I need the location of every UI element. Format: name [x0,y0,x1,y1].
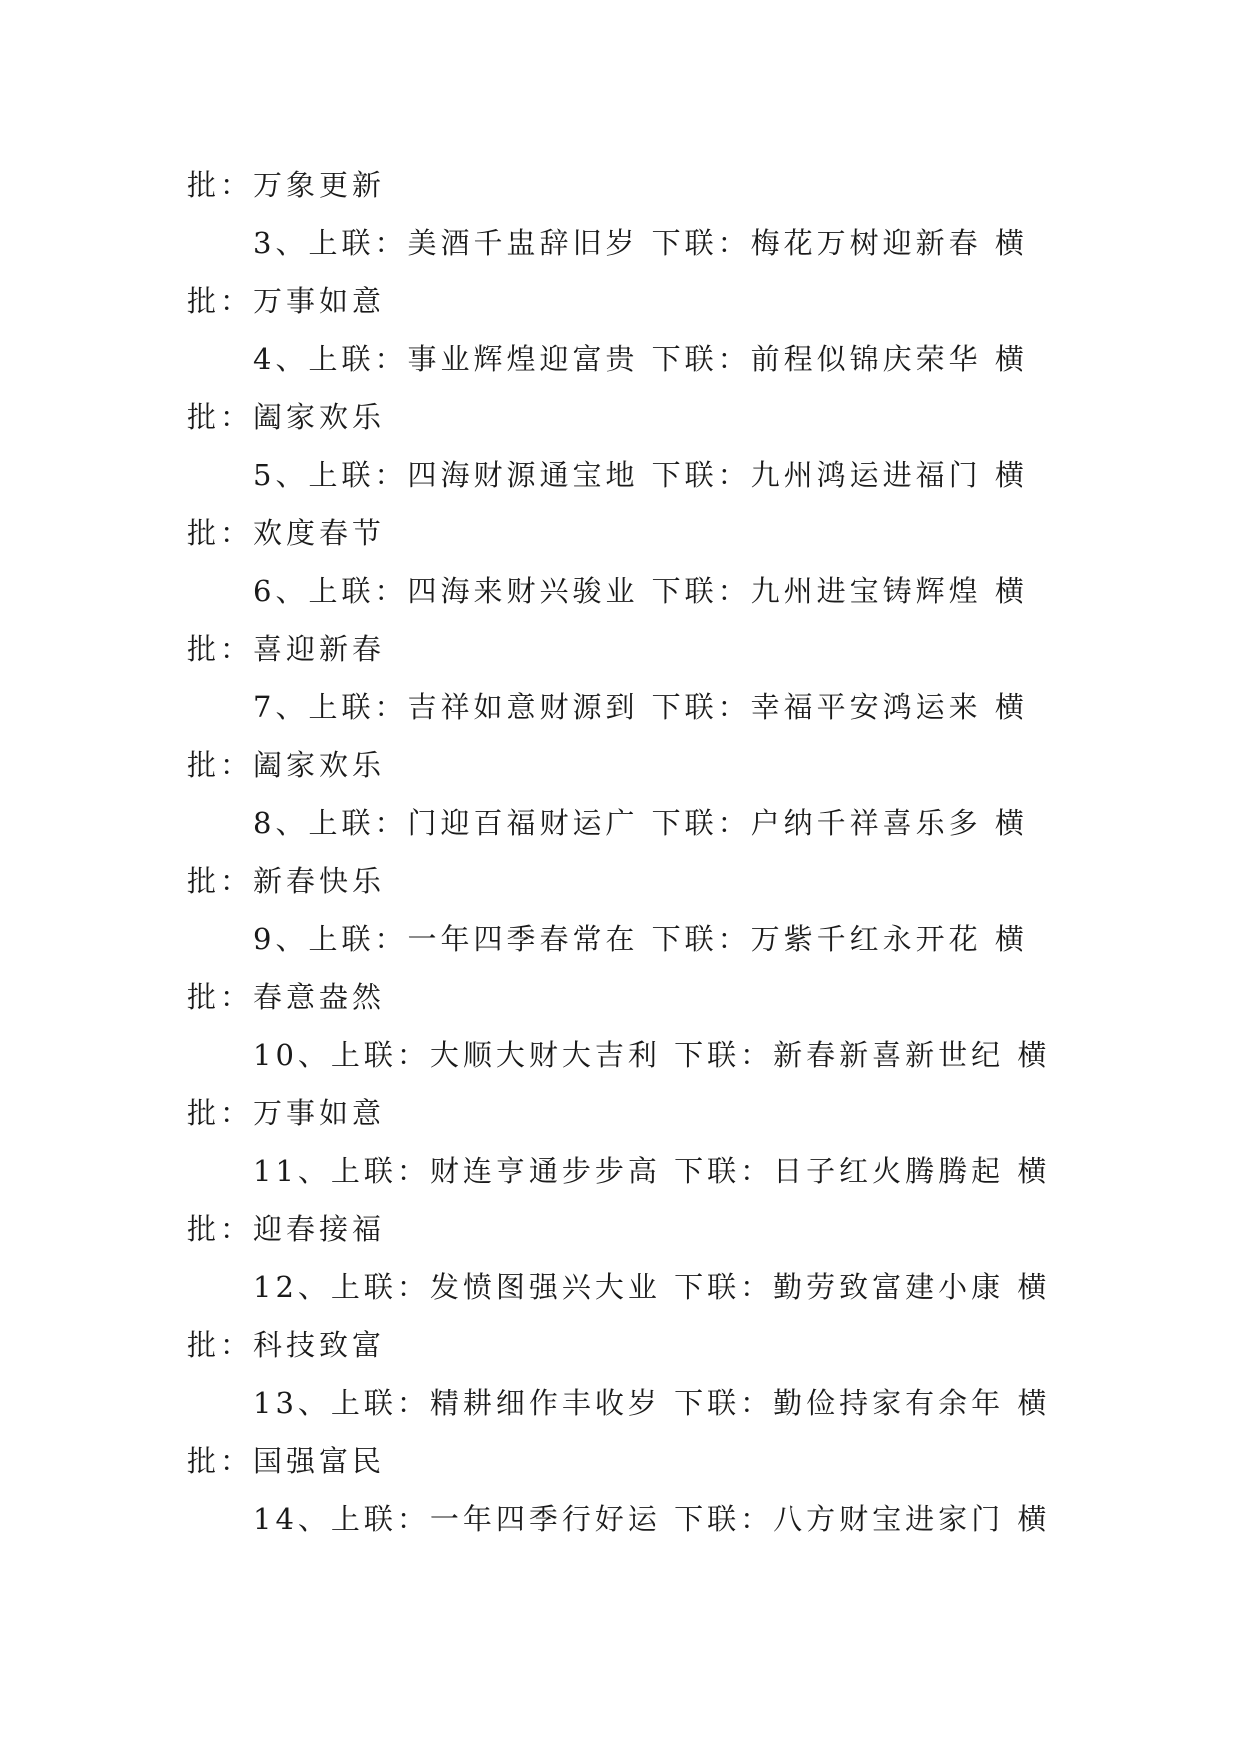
couplet-heng-pi-line: 批：国强富民 [187,1444,386,1478]
couplet-entry-line: 9、上联：一年四季春常在 下联：万紫千红永开花 横 [253,922,1028,956]
couplet-entry-line: 7、上联：吉祥如意财源到 下联：幸福平安鸿运来 横 [253,690,1028,724]
couplet-heng-pi-line: 批：新春快乐 [187,864,386,898]
couplet-heng-pi-line: 批：迎春接福 [187,1212,386,1246]
couplet-entry-line: 4、上联：事业辉煌迎富贵 下联：前程似锦庆荣华 横 [253,342,1028,376]
couplet-heng-pi-line: 批：春意盎然 [187,980,386,1014]
couplet-heng-pi-line: 批：阖家欢乐 [187,748,386,782]
couplet-entry-line: 6、上联：四海来财兴骏业 下联：九州进宝铸辉煌 横 [253,574,1028,608]
couplet-heng-pi-line: 批：阖家欢乐 [187,400,386,434]
couplet-entry-line: 12、上联：发愤图强兴大业 下联：勤劳致富建小康 横 [253,1270,1051,1304]
couplet-entry-line: 3、上联：美酒千盅辞旧岁 下联：梅花万树迎新春 横 [253,226,1028,260]
couplet-heng-pi-line: 批：万事如意 [187,1096,386,1130]
couplet-entry-line: 10、上联：大顺大财大吉利 下联：新春新喜新世纪 横 [253,1038,1051,1072]
couplet-heng-pi-line: 批：科技致富 [187,1328,386,1362]
couplet-heng-pi-line: 批：万象更新 [187,168,386,202]
couplet-list [187,156,1057,1548]
couplet-entry-line: 5、上联：四海财源通宝地 下联：九州鸿运进福门 横 [253,458,1028,492]
couplet-heng-pi-line: 批：万事如意 [187,284,386,318]
couplet-entry-line: 8、上联：门迎百福财运广 下联：户纳千祥喜乐多 横 [253,806,1028,840]
couplet-entry-line: 14、上联：一年四季行好运 下联：八方财宝进家门 横 [253,1502,1051,1536]
couplet-entry-line: 13、上联：精耕细作丰收岁 下联：勤俭持家有余年 横 [253,1386,1051,1420]
couplet-heng-pi-line: 批：欢度春节 [187,516,386,550]
couplet-heng-pi-line: 批：喜迎新春 [187,632,386,666]
couplet-entry-line: 11、上联：财连亨通步步高 下联：日子红火腾腾起 横 [253,1154,1051,1188]
